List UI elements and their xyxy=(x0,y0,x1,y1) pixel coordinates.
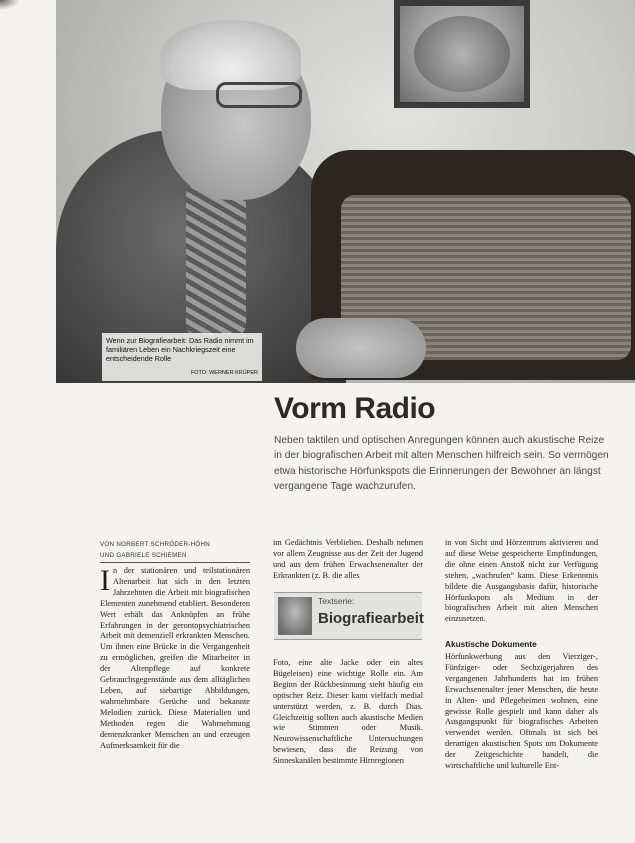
photo-caption-text: Wenn zur Biografiearbeit: Das Radio nimmt im familiären Leben ein Nachkriegszeit eine entscheidende Rolle xyxy=(106,336,254,363)
series-box xyxy=(274,592,422,640)
scan-mark xyxy=(0,0,20,10)
body-column-3-continued: Hörfunkwerbung aus den Vierziger-, Fünfziger- oder Sechzigerjahren des vergangenen Jahrhunderts hat im frühen Erwachsenenalter jener Menschen, die heute in Alten- und Pflegeheimen wohnen, eine gewisse Rolle gespielt und kann daher als Ausgangspunkt für biografisches Arbeiten verwendet werden. Oftmals ist sich bei derartigen akustischen Spots um Dokumente der Zeitgeschichte handelt, die wirtschaftliche und kulturelle Ent- xyxy=(445,652,598,771)
series-title: Biografiearbeit xyxy=(318,610,424,627)
photo-credit: FOTO: WERNER KRÜPER xyxy=(190,370,258,376)
body-column-2: im Gedächtnis Verblieben. Deshalb nehmen vor allem Zeugnisse aus der Zeit der Jugend und aus dem frühen Erwachsenenalter der Erkrankten (z. B. die alles xyxy=(273,538,423,580)
man-hand xyxy=(296,318,426,378)
man-glasses xyxy=(216,82,302,108)
article-photo xyxy=(56,0,635,383)
body-column-2-continued: Foto, eine alte Jacke oder ein altes Bügeleisen) eine wichtige Rolle ein. Am Beginn der Rückbesinnung steht häufig ein optischer Reiz. Dieser kann vielfach medial unterstützt werden, z. B. durch Dias. Gleichzeitig sollten auch akustische Medien wie Stimmen oder Musik. Neurowissenschaftliche Untersuchungen bewiesen, dass die Reizung von Sinneskanälen bestimmte Hirnregionen xyxy=(273,658,423,766)
series-kicker: Textserie: xyxy=(318,596,355,606)
authors-line-2: UND GABRIELE SCHIEMEN xyxy=(100,552,187,559)
wall-picture xyxy=(394,0,530,108)
photo-caption xyxy=(102,333,262,381)
wall-picture-image xyxy=(414,16,510,92)
drop-cap: I xyxy=(100,564,110,597)
body-column-1 xyxy=(100,566,250,751)
article-lead: Neben taktilen und optischen Anregungen können auch akustische Reize in der biografischen Arbeit mit alten Menschen hilfreich sein. So vermögen etwa historische Hörfunkspots die Erinnerungen der Bewohner an längst vergangene Tage wachzurufen. xyxy=(274,435,609,493)
article-authors xyxy=(100,539,250,563)
body-column-3: in von Sicht und Hörzentrum aktivieren und auf diese Weise gespeicherte Empfindungen, die ohne einen Anstoß nicht zur Verfügung stehen, „wachrufen“ kann. Diese Erkenntnis bildete die Ausgangsbasis dafür, historische Hörfunkspots als Medium in der biografischen Arbeit mit alten Menschen einzusetzen. xyxy=(445,538,598,624)
authors-line-1: VON NORBERT SCHRÖDER-HÖHN xyxy=(100,541,211,548)
section-subhead: Akustische Dokumente xyxy=(445,639,537,649)
article-title: Vorm Radio xyxy=(274,392,436,425)
series-thumbnail xyxy=(278,597,312,635)
man-shirt xyxy=(186,185,246,335)
body-column-1-text: n der stationären und teilstationären Altenarbeit hat sich in den letzten Jahrzehnten die Arbeit mit biografischen Elementen zunehmend etabliert. Besonderen Wert erhält das Anknüpfen an frühe Erfahrungen in der gerontopsychiatrischen Arbeit mit demenziell erkrankten Menschen. Um ihnen eine Brücke in die Vergangenheit zu ermöglichen, greifen die Mitarbeiter in der Altenpflege auf konkrete Gebrauchsgegenstände aus dem alltäglichen Leben, auf siebartige Abbildungen, wahrnehmbare Gerüche und bekannte Melodien zurück. Diese Materialien und Methoden regen die Wahrnehmung demenzkranker Menschen an und erzeugen Aufmerksamkeit für die xyxy=(100,566,250,750)
man-hair xyxy=(161,20,301,90)
